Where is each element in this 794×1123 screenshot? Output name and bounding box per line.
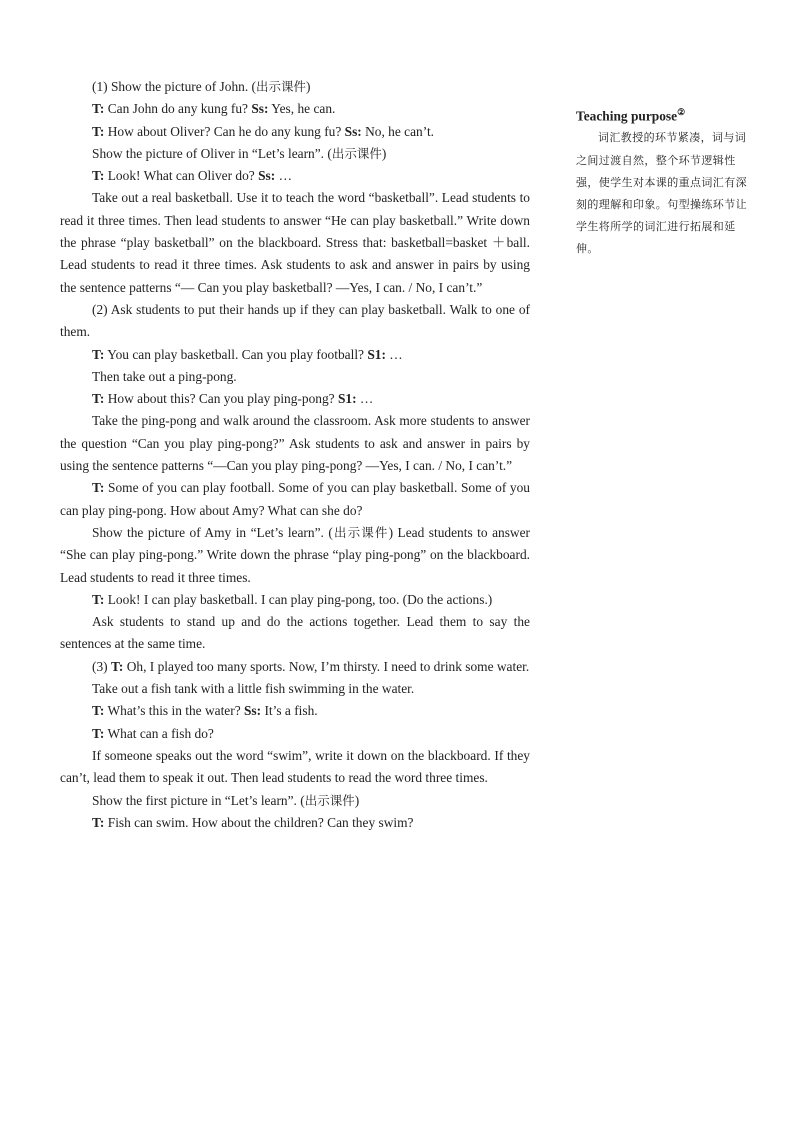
paragraph-text: Take the ping-pong and walk around the classroom. Ask more students to answer the question “Can you play ping-pong?” Ask students to ask and answer in pairs by using the sentence patterns “—Can you play ping-pong? —Yes, I can. / No, I can’t.” bbox=[60, 413, 530, 474]
footnote-mark: ② bbox=[677, 107, 686, 117]
paragraph-text: Some of you can play football. Some of you can play basketball. Some of you can play ping-pong. How about Amy? What can she do? bbox=[60, 480, 530, 518]
speaker-label: S1: bbox=[337, 391, 357, 407]
paragraph-text: It’s a fish. bbox=[261, 703, 318, 719]
speaker-label: T: bbox=[92, 168, 105, 184]
paragraph-text: (1) Show the picture of John. ( bbox=[92, 79, 257, 94]
paragraph-text: Show the picture of Oliver in “Let’s learn”. ( bbox=[92, 145, 332, 161]
paragraph-text: ) bbox=[354, 792, 360, 808]
teaching-purpose-note bbox=[576, 101, 748, 261]
lesson-paragraph bbox=[60, 656, 530, 678]
paragraph-text: Can John do any kung fu? bbox=[104, 101, 252, 117]
lesson-paragraph bbox=[60, 165, 530, 187]
paragraph-text: Look! I can play basketball. I can play ping-pong, too. (Do the actions.) bbox=[104, 591, 493, 607]
paragraph-text: If someone speaks out the word “swim”, write it down on the blackboard. If they can’t, lead them to speak it out. Then lead students to read the word three times. bbox=[60, 747, 530, 786]
lesson-paragraph bbox=[60, 410, 530, 477]
speaker-label: T: bbox=[92, 480, 105, 496]
paragraph-text: ) bbox=[306, 79, 311, 94]
paragraph-text: (3) bbox=[92, 658, 111, 674]
paragraph-text: … bbox=[275, 168, 292, 184]
lesson-paragraph bbox=[60, 187, 530, 298]
paragraph-text: Yes, he can. bbox=[268, 101, 336, 117]
paragraph-text: … bbox=[356, 391, 374, 407]
paragraph-text: Ask students to stand up and do the actions together. Lead them to say the sentences at the same time. bbox=[60, 614, 530, 652]
chinese-note: 出示课件 bbox=[256, 79, 307, 94]
paragraph-text: How about Oliver? Can he do any kung fu? bbox=[104, 123, 345, 139]
lesson-body bbox=[60, 76, 530, 834]
lesson-paragraph bbox=[60, 723, 530, 745]
chinese-note: 出示课件 bbox=[332, 524, 389, 540]
speaker-label: T: bbox=[92, 725, 105, 741]
lesson-paragraph bbox=[60, 611, 530, 656]
lesson-paragraph bbox=[60, 366, 530, 388]
teaching-purpose-title-text: Teaching purpose bbox=[576, 108, 678, 124]
speaker-label: Ss: bbox=[344, 123, 362, 139]
paragraph-text: Show the picture of Amy in “Let’s learn”. ( bbox=[92, 524, 333, 540]
paragraph-text: Look! What can Oliver do? bbox=[104, 168, 259, 184]
lesson-paragraph bbox=[60, 299, 530, 344]
paragraph-text: What can a fish do? bbox=[104, 725, 214, 741]
paragraph-text: ) bbox=[381, 145, 387, 161]
lesson-paragraph bbox=[60, 700, 530, 722]
paragraph-text: Then take out a ping-pong. bbox=[92, 368, 237, 384]
teaching-purpose-title bbox=[576, 101, 748, 127]
paragraph-text: Show the first picture in “Let’s learn”. ( bbox=[92, 792, 305, 808]
chinese-note: 出示课件 bbox=[304, 792, 355, 808]
speaker-label: T: bbox=[110, 658, 124, 674]
speaker-label: T: bbox=[92, 123, 105, 139]
chinese-note: 出示课件 bbox=[331, 145, 382, 161]
speaker-label: T: bbox=[92, 814, 105, 830]
lesson-paragraph bbox=[60, 477, 530, 522]
lesson-paragraph bbox=[60, 678, 530, 700]
speaker-label: Ss: bbox=[243, 703, 262, 719]
paragraph-text: Oh, I played too many sports. Now, I’m thirsty. I need to drink some water. bbox=[123, 658, 530, 674]
paragraph-text: What’s this in the water? bbox=[104, 703, 244, 719]
speaker-label: Ss: bbox=[251, 101, 269, 117]
speaker-label: T: bbox=[92, 591, 105, 607]
paragraph-text: Take out a fish tank with a little fish swimming in the water. bbox=[92, 681, 415, 697]
paragraph-text: Fish can swim. How about the children? Can they swim? bbox=[104, 814, 414, 830]
speaker-label: T: bbox=[92, 703, 105, 719]
paragraph-text: No, he can’t. bbox=[361, 123, 435, 139]
lesson-paragraph bbox=[60, 143, 530, 165]
speaker-label: Ss: bbox=[258, 168, 276, 184]
lesson-paragraph bbox=[60, 522, 530, 589]
speaker-label: T: bbox=[92, 101, 105, 117]
lesson-paragraph bbox=[60, 812, 530, 834]
lesson-paragraph bbox=[60, 344, 530, 366]
speaker-label: T: bbox=[92, 391, 105, 407]
lesson-paragraph bbox=[60, 589, 530, 611]
speaker-label: S1: bbox=[367, 346, 386, 362]
paragraph-text: (2) Ask students to put their hands up if they can play basketball. Walk to one of them. bbox=[60, 301, 530, 340]
teaching-purpose-text: 词汇教授的环节紧凑，词与词之间过渡自然，整个环节逻辑性强，使学生对本课的重点词汇有深刻的理解和印象。句型操练环节让学生将所学的词汇进行拓展和延伸。 bbox=[576, 131, 747, 256]
lesson-paragraph bbox=[60, 388, 530, 410]
speaker-label: T: bbox=[92, 346, 105, 362]
paragraph-text: Take out a real basketball. Use it to teach the word “basketball”. Lead students to read it three times. Then lead students to answer “He can play basketball.” Write down the phrase “play basketball” on the blackboard. Stress that: basketball=basket ＋ball. Lead students to read it three times. Ask students to ask and answer in pairs by using the sentence patterns “— Can you play basketball? —Yes, I can. / No, I can’t.” bbox=[60, 190, 530, 295]
lesson-paragraph bbox=[60, 98, 530, 120]
lesson-paragraph bbox=[60, 745, 530, 790]
lesson-paragraph bbox=[60, 76, 530, 98]
paragraph-text: ) Lead students to answer “She can play ping-pong.” Write down the phrase “play ping-pong” on the blackboard. Lead students to read it three times. bbox=[60, 524, 531, 585]
paragraph-text: … bbox=[385, 346, 403, 362]
lesson-paragraph bbox=[60, 790, 530, 812]
paragraph-text: How about this? Can you play ping-pong? bbox=[104, 391, 338, 407]
paragraph-text: You can play basketball. Can you play football? bbox=[104, 346, 368, 362]
lesson-paragraph bbox=[60, 121, 530, 143]
